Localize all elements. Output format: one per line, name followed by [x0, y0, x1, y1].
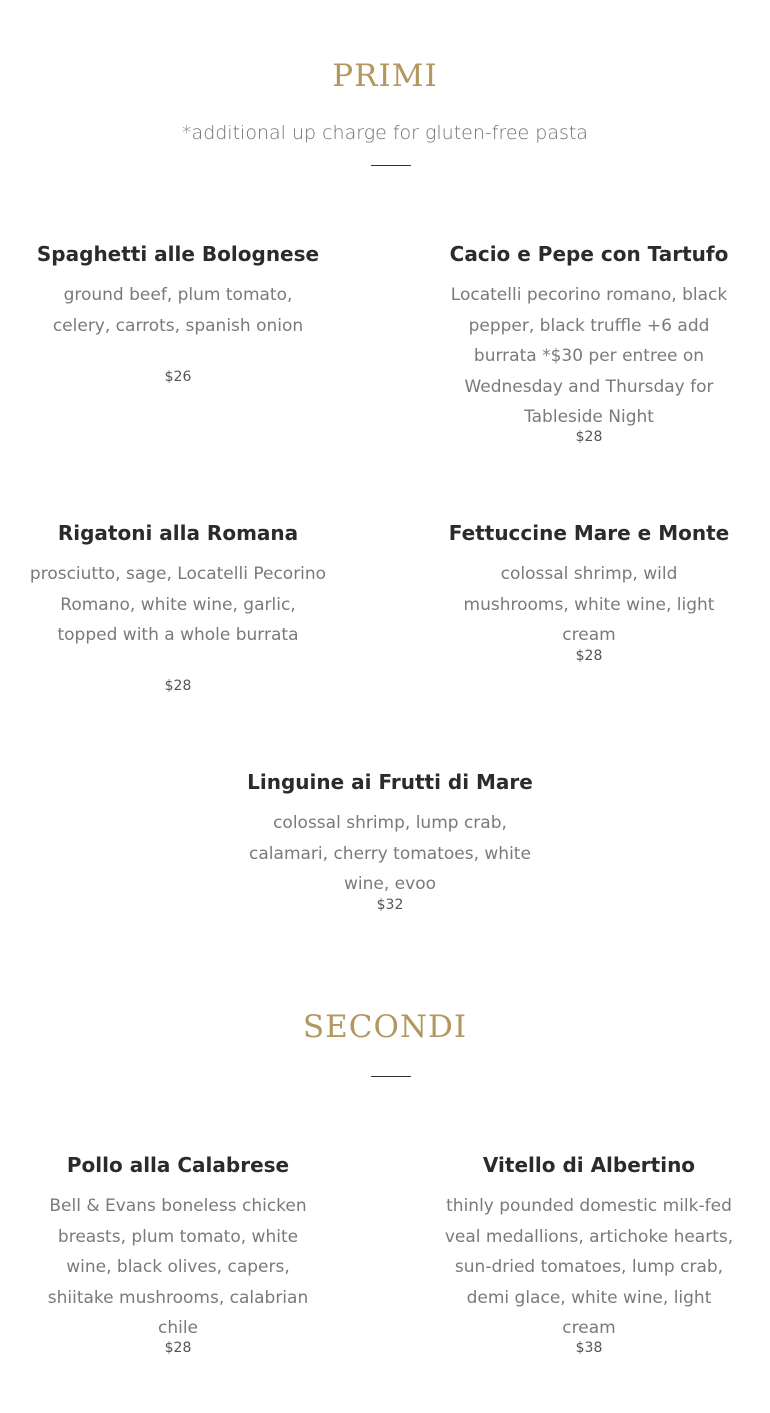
item-description: prosciutto, sage, Locatelli Pecorino Romano, white wine, garlic, topped with a whole burrata [29, 564, 327, 645]
menu-item-cacio-e-pepe [438, 240, 740, 460]
item-price: $28 [164, 678, 192, 694]
item-price: $26 [164, 369, 192, 385]
menu-item-pollo-calabrese [28, 1151, 328, 1371]
menu-item-rigatoni-romana [28, 519, 328, 709]
item-price: $28 [164, 1340, 192, 1356]
item-price: $28 [575, 429, 603, 445]
menu-item-vitello-albertino [438, 1151, 740, 1371]
item-name: Cacio e Pepe con Tartufo [449, 242, 729, 266]
item-name: Rigatoni alla Romana [57, 521, 299, 545]
menu-item-linguine-frutti-di-mare [235, 768, 545, 928]
item-description: Locatelli pecorino romano, black pepper, black truffle +6 add burrata *$30 per entree on Wednesday and Thursday for Tableside Night [450, 285, 728, 427]
item-name: Linguine ai Frutti di Mare [247, 770, 533, 794]
item-price: $28 [575, 648, 603, 664]
item-description: ground beef, plum tomato, celery, carrots, spanish onion [52, 285, 304, 336]
item-name: Fettuccine Mare e Monte [448, 521, 730, 545]
secondi-divider [371, 1076, 411, 1077]
primi-divider [371, 165, 411, 166]
menu-item-fettuccine-mare-monte [438, 519, 740, 679]
item-description: colossal shrimp, lump crab, calamari, cherry tomatoes, white wine, evoo [249, 813, 531, 894]
item-price: $32 [376, 897, 404, 913]
item-name: Vitello di Albertino [482, 1153, 696, 1177]
secondi-section-title: SECONDI [302, 1009, 468, 1045]
item-description: thinly pounded domestic milk-fed veal medallions, artichoke hearts, sun-dried tomatoes, lump crab, demi glace, white wine, light cream [444, 1196, 734, 1338]
item-name: Pollo alla Calabrese [66, 1153, 290, 1177]
item-description: Bell & Evans boneless chicken breasts, plum tomato, white wine, black olives, capers, shiitake mushrooms, calabrian chile [47, 1196, 309, 1338]
item-name: Spaghetti alle Bolognese [36, 242, 320, 266]
primi-section-title: PRIMI [332, 58, 438, 94]
menu-item-spaghetti-bolognese [28, 240, 328, 400]
item-description: colossal shrimp, wild mushrooms, white wine, light cream [463, 564, 715, 645]
item-price: $38 [575, 1340, 603, 1356]
gluten-free-note: *additional up charge for gluten-free pasta [182, 122, 588, 144]
